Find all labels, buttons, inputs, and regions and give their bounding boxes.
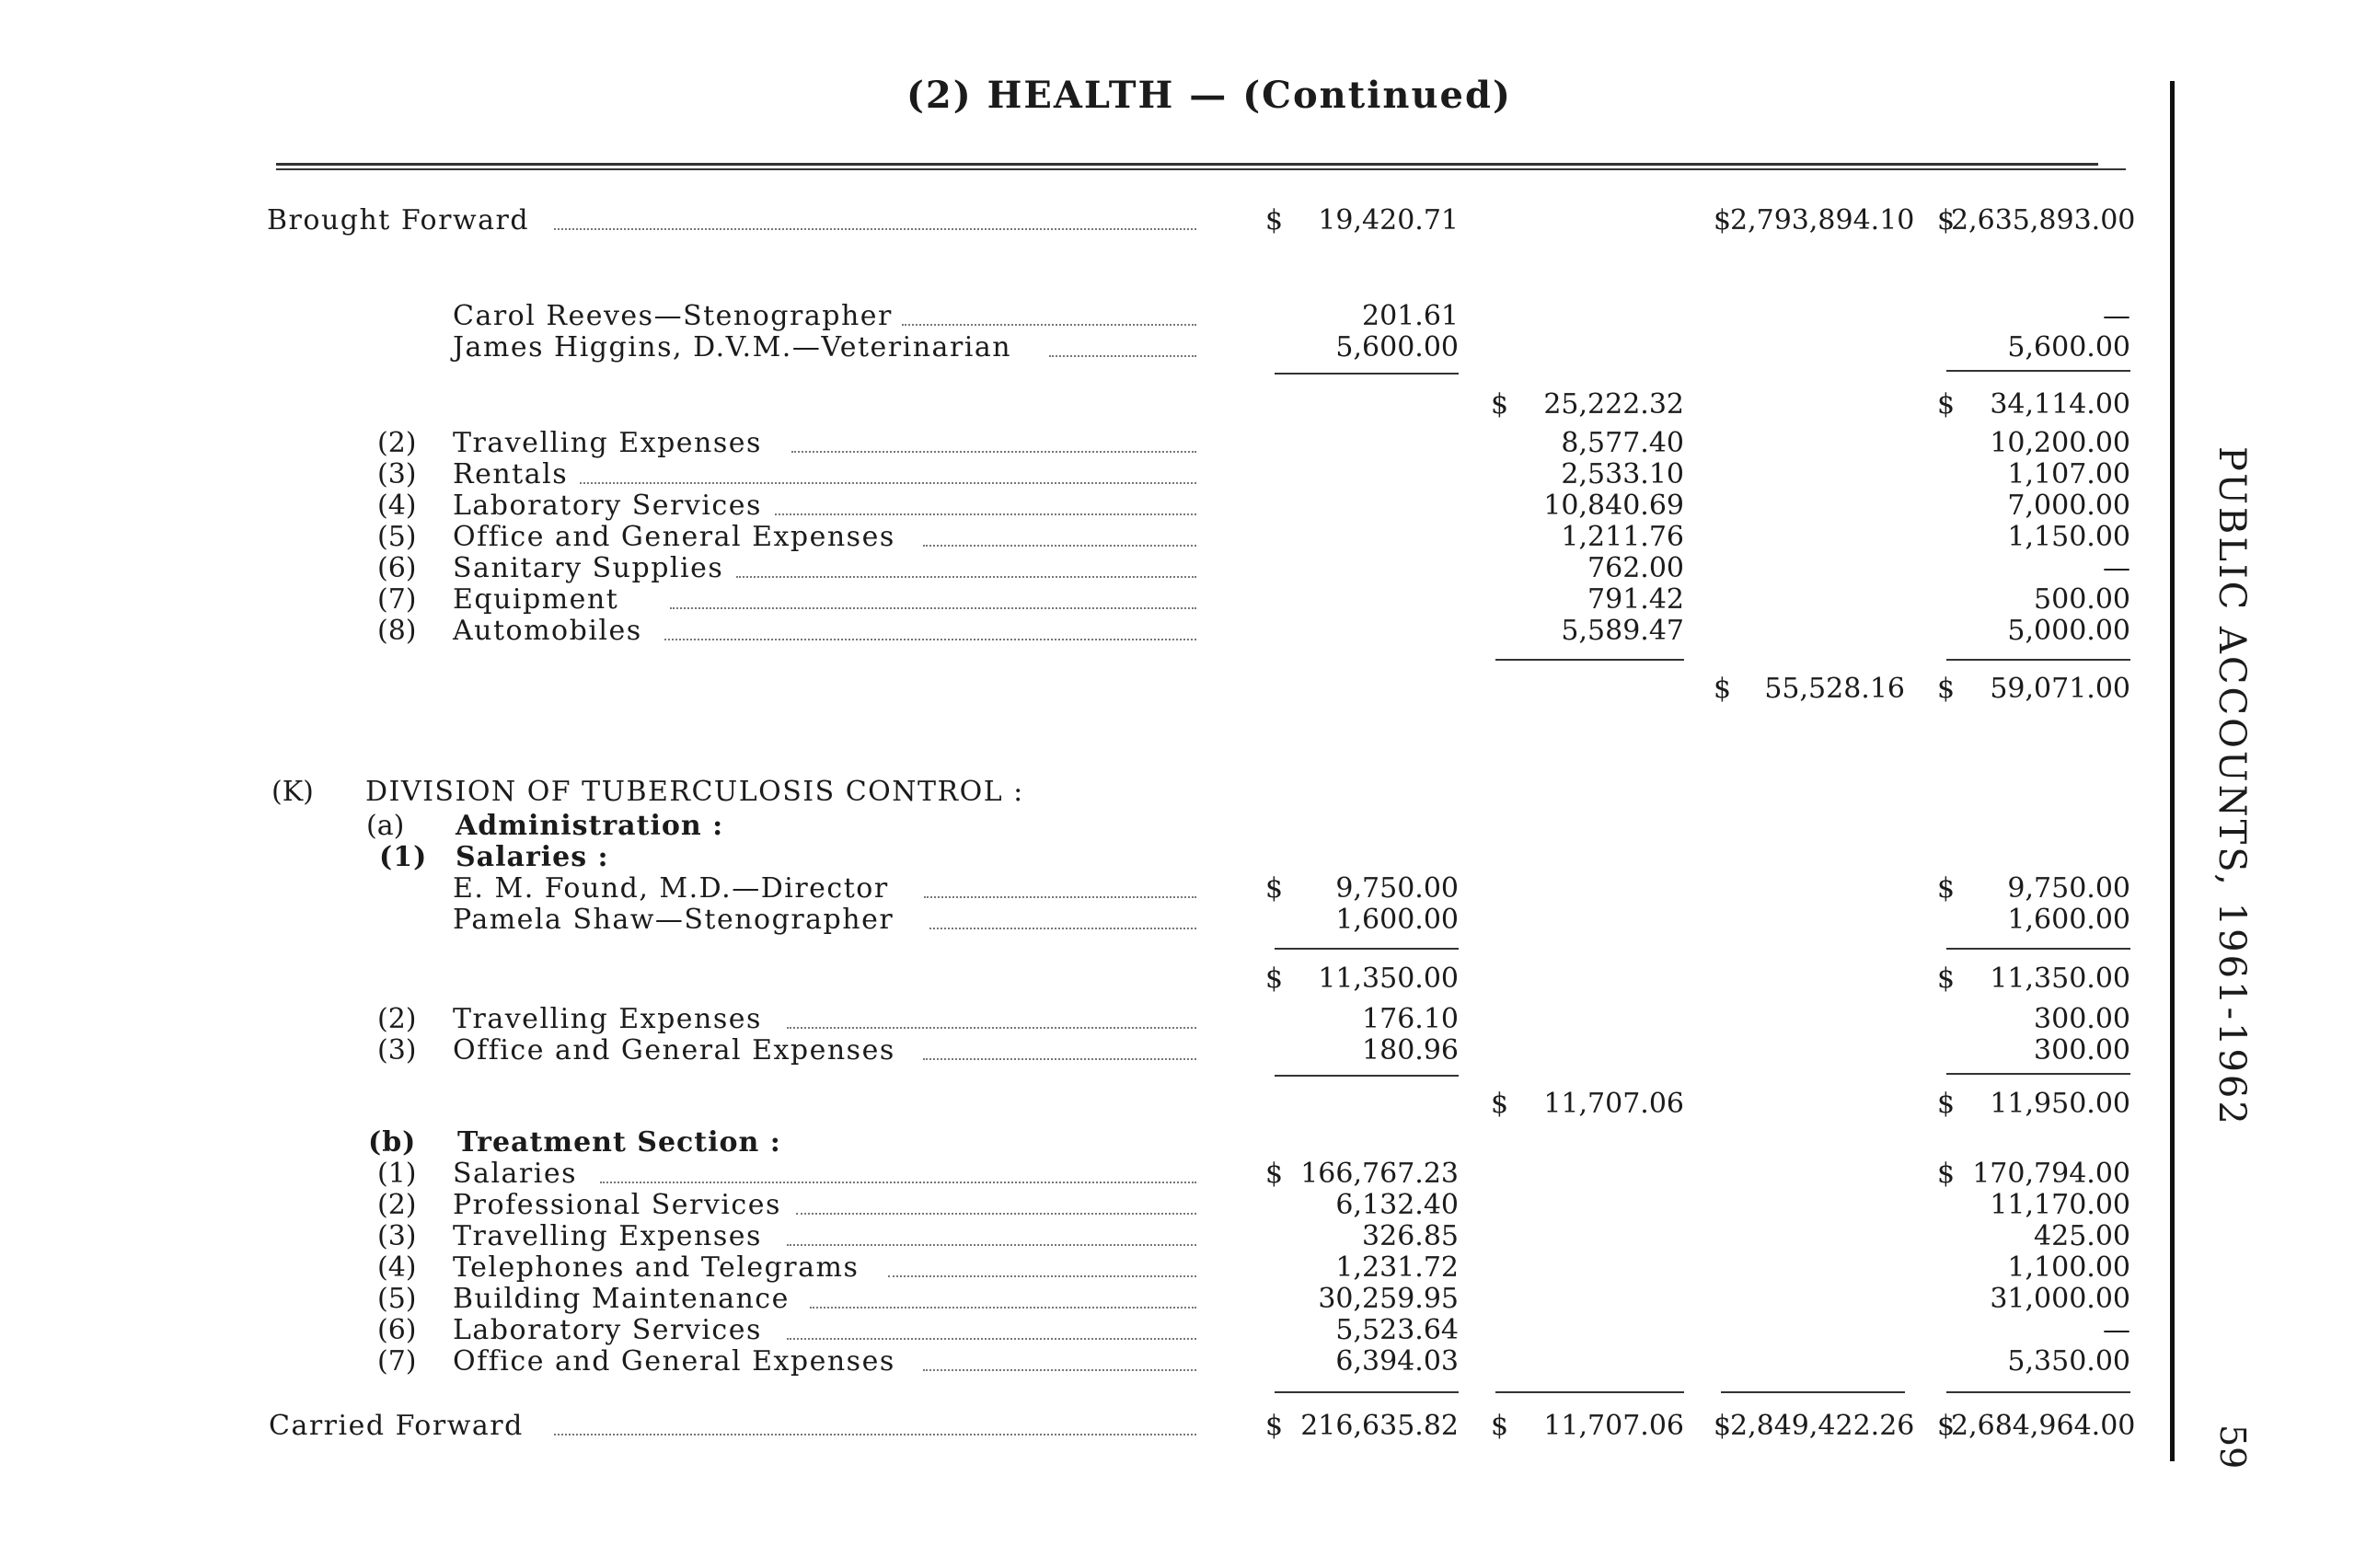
- amount-col4: 500.00: [2034, 583, 2130, 616]
- amount-col3: 2,793,894.10: [1730, 204, 1915, 236]
- amount-col4: 425.00: [2034, 1220, 2130, 1252]
- table-row: [0, 1283, 2209, 1316]
- item-number: (3): [377, 1034, 417, 1066]
- table-row: [0, 1158, 2209, 1191]
- row-label: Building Maintenance: [453, 1283, 790, 1315]
- running-head: PUBLIC ACCOUNTS, 1961-1962: [2210, 446, 2253, 1127]
- amount-col1: 30,259.95: [1318, 1283, 1459, 1315]
- dollar-sign: $: [1265, 963, 1284, 995]
- leader-dots: [924, 896, 1196, 898]
- amount-col4: 5,000.00: [2007, 615, 2130, 647]
- row-label: Laboratory Services: [453, 490, 762, 522]
- amount-col1: 5,600.00: [1335, 331, 1459, 363]
- table-row: [0, 331, 2209, 364]
- amount-col4: 34,114.00: [1990, 388, 2130, 421]
- amount-col4: —: [2103, 300, 2130, 332]
- header-rule: [276, 163, 2098, 166]
- row-label: Automobiles: [453, 615, 642, 647]
- amount-col4: 170,794.00: [1972, 1158, 2130, 1190]
- subtotal-rule: [1946, 948, 2130, 950]
- table-row: [0, 1345, 2209, 1378]
- amount-col4: —: [2103, 1314, 2130, 1346]
- table-row: [0, 904, 2209, 937]
- table-row: [0, 963, 2209, 996]
- row-label: Carried Forward: [269, 1410, 524, 1442]
- dollar-sign: $: [1714, 204, 1732, 236]
- amount-col1: 6,132.40: [1335, 1189, 1459, 1221]
- table-row: [0, 458, 2209, 491]
- amount-col4: 11,170.00: [1990, 1189, 2130, 1221]
- amount-col4: 59,071.00: [1990, 673, 2130, 705]
- item-number: (2): [377, 1003, 417, 1035]
- amount-col4: 2,635,893.00: [1951, 204, 2136, 236]
- subtotal-rule: [1275, 373, 1459, 375]
- item-number: (3): [377, 1220, 417, 1252]
- subsection-heading: Salaries :: [456, 841, 609, 873]
- item-number: (7): [377, 1345, 417, 1378]
- item-number: (6): [377, 552, 417, 584]
- table-row: [0, 583, 2209, 617]
- amount-col2: 1,211.76: [1561, 521, 1684, 553]
- item-number: (5): [377, 521, 417, 553]
- dollar-sign: $: [1937, 872, 1956, 905]
- row-label: Carol Reeves—Stenographer: [453, 300, 893, 332]
- leader-dots: [923, 1369, 1196, 1371]
- leader-dots: [923, 545, 1196, 547]
- table-row: [0, 1314, 2209, 1347]
- amount-col1: 6,394.03: [1335, 1345, 1459, 1378]
- amount-col2: 8,577.40: [1561, 427, 1684, 459]
- total-rule: [1495, 1391, 1684, 1393]
- row-label: Office and General Expenses: [453, 1034, 895, 1066]
- table-row: [0, 673, 2209, 706]
- item-number: (8): [377, 615, 417, 647]
- dollar-sign: $: [1937, 204, 1956, 236]
- row-label: E. M. Found, M.D.—Director: [453, 872, 889, 905]
- subtotal-rule: [1946, 659, 2130, 661]
- amount-col2: 25,222.32: [1543, 388, 1684, 421]
- amount-col4: 11,950.00: [1990, 1088, 2130, 1120]
- amount-col4: 1,100.00: [2007, 1251, 2130, 1284]
- total-rule: [1275, 1391, 1459, 1393]
- leader-dots: [775, 513, 1196, 515]
- item-number: (1): [377, 1158, 417, 1190]
- dollar-sign: $: [1265, 204, 1284, 236]
- leader-dots: [554, 228, 1196, 230]
- row-label: Travelling Expenses: [453, 1003, 762, 1035]
- subtotal-rule: [1275, 948, 1459, 950]
- dollar-sign: $: [1265, 1158, 1284, 1190]
- amount-col2: 5,589.47: [1561, 615, 1684, 647]
- amount-col4: 1,150.00: [2007, 521, 2130, 553]
- row-label: Rentals: [453, 458, 569, 490]
- leader-dots: [787, 1244, 1196, 1246]
- dollar-sign: $: [1937, 1410, 1956, 1442]
- amount-col4: 11,350.00: [1990, 963, 2130, 995]
- leader-dots: [736, 576, 1196, 578]
- dollar-sign: $: [1265, 1410, 1284, 1442]
- row-label: Brought Forward: [267, 204, 530, 236]
- table-row: [0, 427, 2209, 460]
- subtotal-rule: [1275, 1075, 1459, 1077]
- amount-col1: 1,600.00: [1335, 904, 1459, 936]
- amount-col1: 19,420.71: [1318, 204, 1459, 236]
- section-letter: (K): [271, 776, 314, 808]
- amount-col1: 1,231.72: [1335, 1251, 1459, 1284]
- page-title: (2) HEALTH — (Continued): [906, 74, 1512, 117]
- row-label: Telephones and Telegrams: [453, 1251, 860, 1284]
- leader-dots: [554, 1434, 1196, 1435]
- row-label: Professional Services: [453, 1189, 781, 1221]
- leader-dots: [670, 607, 1196, 609]
- item-number: (5): [377, 1283, 417, 1315]
- amount-col4: 5,350.00: [2007, 1345, 2130, 1378]
- dollar-sign: $: [1491, 1088, 1509, 1120]
- table-row: [0, 872, 2209, 905]
- table-row: [0, 552, 2209, 585]
- subtotal-rule: [1495, 659, 1684, 661]
- dollar-sign: $: [1265, 872, 1284, 905]
- amount-col4: 1,600.00: [2007, 904, 2130, 936]
- dollar-sign: $: [1937, 963, 1956, 995]
- dollar-sign: $: [1937, 673, 1956, 705]
- leader-dots: [923, 1058, 1196, 1060]
- amount-col4: —: [2103, 552, 2130, 584]
- amount-col1: 166,767.23: [1300, 1158, 1459, 1190]
- row-label: Pamela Shaw—Stenographer: [453, 904, 894, 936]
- amount-col4: 300.00: [2034, 1003, 2130, 1035]
- amount-col3: 55,528.16: [1764, 673, 1905, 705]
- dollar-sign: $: [1714, 1410, 1732, 1442]
- amount-col4: 300.00: [2034, 1034, 2130, 1066]
- table-row: [0, 521, 2209, 554]
- section-heading: DIVISION OF TUBERCULOSIS CONTROL :: [365, 776, 1024, 808]
- leader-dots: [664, 639, 1196, 640]
- table-row: [0, 776, 2209, 809]
- page-number: 59: [2212, 1424, 2253, 1470]
- amount-col1: 201.61: [1362, 300, 1459, 332]
- subsection-heading: Treatment Section :: [457, 1126, 781, 1159]
- leader-dots: [902, 324, 1196, 326]
- dollar-sign: $: [1937, 1158, 1956, 1190]
- amount-col1: 180.96: [1362, 1034, 1459, 1066]
- leader-dots: [796, 1213, 1196, 1215]
- row-label: Equipment: [453, 583, 619, 616]
- dollar-sign: $: [1491, 1410, 1509, 1442]
- amount-col4: 31,000.00: [1990, 1283, 2130, 1315]
- item-number: (2): [377, 1189, 417, 1221]
- leader-dots: [810, 1307, 1196, 1309]
- subsection-letter: (b): [368, 1126, 417, 1159]
- amount-col2: 2,533.10: [1561, 458, 1684, 490]
- item-number: (4): [377, 1251, 417, 1284]
- table-row: [0, 1088, 2209, 1121]
- amount-col2: 10,840.69: [1543, 490, 1684, 522]
- row-label: Office and General Expenses: [453, 521, 895, 553]
- row-label: Office and General Expenses: [453, 1345, 895, 1378]
- leader-dots: [791, 451, 1196, 453]
- subsection-letter: (a): [366, 810, 405, 842]
- leader-dots: [1049, 355, 1196, 357]
- total-rule: [1946, 1391, 2130, 1393]
- table-row: [0, 1220, 2209, 1253]
- amount-col2: 791.42: [1587, 583, 1684, 616]
- row-label: Laboratory Services: [453, 1314, 762, 1346]
- table-row: [0, 1189, 2209, 1222]
- amount-col1: 5,523.64: [1335, 1314, 1459, 1346]
- leader-dots: [600, 1182, 1196, 1183]
- amount-col4: 9,750.00: [2007, 872, 2130, 905]
- table-row: [0, 490, 2209, 523]
- item-number: (3): [377, 458, 417, 490]
- amount-col2: 11,707.06: [1543, 1088, 1684, 1120]
- subtotal-rule: [1946, 1073, 2130, 1075]
- amount-col4: 10,200.00: [1990, 427, 2130, 459]
- table-row: [0, 300, 2209, 333]
- amount-col1: 216,635.82: [1300, 1410, 1459, 1442]
- subsection-heading: Administration :: [456, 810, 724, 842]
- item-number: (1): [379, 841, 428, 873]
- header-rule: [276, 168, 2126, 170]
- table-row: [0, 841, 2209, 874]
- item-number: (7): [377, 583, 417, 616]
- table-row: [0, 1126, 2209, 1159]
- row-label: James Higgins, D.V.M.—Veterinarian: [453, 331, 1012, 363]
- amount-col4: 2,684,964.00: [1951, 1410, 2136, 1442]
- leader-dots: [888, 1275, 1196, 1277]
- table-row: [0, 810, 2209, 843]
- amount-col2: 11,707.06: [1543, 1410, 1684, 1442]
- leader-dots: [787, 1338, 1196, 1340]
- row-label: Travelling Expenses: [453, 1220, 762, 1252]
- table-row: [0, 1410, 2209, 1443]
- subtotal-rule: [1946, 370, 2130, 372]
- table-row: [0, 1251, 2209, 1285]
- amount-col3: 2,849,422.26: [1730, 1410, 1915, 1442]
- amount-col1: 11,350.00: [1318, 963, 1459, 995]
- amount-col1: 176.10: [1362, 1003, 1459, 1035]
- row-label: Salaries: [453, 1158, 578, 1190]
- item-number: (2): [377, 427, 417, 459]
- leader-dots: [787, 1027, 1196, 1029]
- leader-dots: [580, 482, 1196, 484]
- table-row: [0, 204, 2209, 237]
- amount-col1: 9,750.00: [1335, 872, 1459, 905]
- amount-col1: 326.85: [1362, 1220, 1459, 1252]
- amount-col2: 762.00: [1587, 552, 1684, 584]
- dollar-sign: $: [1937, 1088, 1956, 1120]
- amount-col4: 1,107.00: [2007, 458, 2130, 490]
- table-row: [0, 1003, 2209, 1036]
- amount-col4: 7,000.00: [2007, 490, 2130, 522]
- amount-col4: 5,600.00: [2007, 331, 2130, 363]
- dollar-sign: $: [1937, 388, 1956, 421]
- row-label: Sanitary Supplies: [453, 552, 724, 584]
- row-label: Travelling Expenses: [453, 427, 762, 459]
- dollar-sign: $: [1491, 388, 1509, 421]
- total-rule: [1721, 1391, 1905, 1393]
- table-row: [0, 388, 2209, 421]
- item-number: (6): [377, 1314, 417, 1346]
- dollar-sign: $: [1714, 673, 1732, 705]
- item-number: (4): [377, 490, 417, 522]
- leader-dots: [929, 928, 1196, 929]
- table-row: [0, 1034, 2209, 1067]
- table-row: [0, 615, 2209, 648]
